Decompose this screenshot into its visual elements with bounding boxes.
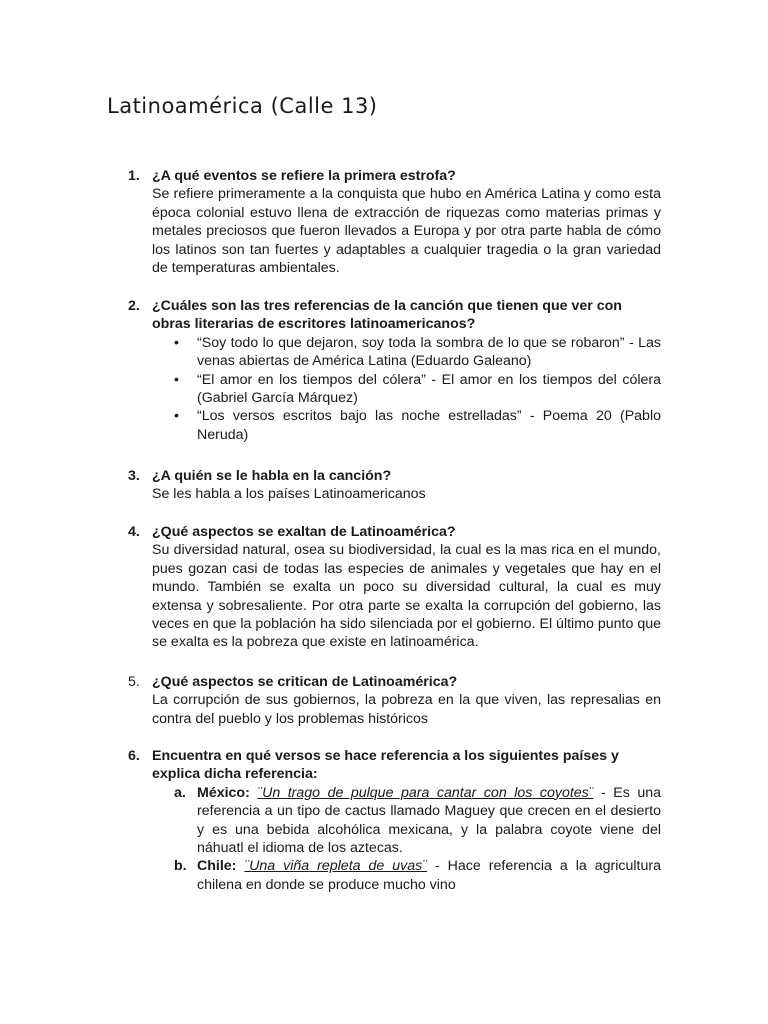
question-text: ¿Qué aspectos se critican de Latinoamérica?	[152, 674, 458, 690]
country-name: Chile:	[197, 858, 237, 875]
answer-text: Se refiere primeramente a la conquista que hubo en América Latina y como esta época colonial estuvo llena de extracción de riquezas como materias primas y metales preciosos que fueron llevados a Europa y por otra parte habla de cómo los latinos son tan fuertes y adaptables a cualquier tragedia o la gran variedad de temperaturas ambientales.	[152, 186, 661, 277]
question-1	[128, 167, 661, 277]
bullet-icon: •	[174, 371, 179, 388]
question-number: 1.	[128, 168, 140, 184]
question-text: ¿A qué eventos se refiere la primera estrofa?	[152, 168, 456, 184]
bullet-icon: •	[174, 334, 179, 351]
answer-text: Se les habla a los países Latinoamericanos	[152, 486, 426, 503]
explanation-text: - Es una referencia a un tipo de cactus llamado Maguey que crecen en el desierto y es una bebida alcohólica mexicana, y la palabra coyote viene del náhuatl el idioma de los aztecas.	[197, 784, 661, 857]
question-text: Encuentra en qué versos se hace referencia a los siguientes países y explica dicha referencia:	[152, 748, 619, 783]
bullet-text: “Soy todo lo que dejaron, soy toda la sombra de lo que se robaron” - Las venas abiertas de América Latina (Eduardo Galeano)	[197, 334, 661, 370]
bullet-text: “Los versos escritos bajo las noche estrelladas” - Poema 20 (Pablo Neruda)	[197, 408, 661, 443]
lyric-quote: ¨Un trago de pulque para cantar con los coyotes¨	[257, 784, 594, 801]
sub-item-label: b.	[174, 858, 187, 875]
question-6	[128, 747, 661, 894]
bullet-text: “El amor en los tiempos del cólera” - El amor en los tiempos del cólera (Gabriel García Márquez)	[197, 371, 661, 407]
bullet-item	[174, 334, 661, 371]
question-5	[128, 673, 661, 728]
question-text: ¿Qué aspectos se exaltan de Latinoamérica?	[152, 524, 456, 540]
answer-text: La corrupción de sus gobiernos, la pobreza en la que viven, las represalias en contra del pueblo y los problemas históricos	[152, 692, 661, 727]
page-title: Latinoamérica (Calle 13)	[107, 94, 378, 118]
question-4	[128, 523, 661, 652]
question-number: 2.	[128, 298, 140, 314]
sub-item-chile	[174, 857, 661, 894]
question-number: 3.	[128, 468, 140, 484]
bullet-item	[174, 371, 661, 408]
question-number: 5.	[128, 674, 140, 690]
country-name: México:	[197, 784, 250, 801]
sub-item-label: a.	[174, 784, 186, 801]
explanation-text: - Hace referencia a la agricultura chilena en donde se produce mucho vino	[197, 858, 661, 893]
bullet-icon: •	[174, 408, 179, 425]
question-3	[128, 467, 661, 504]
question-text: ¿A quién se le habla en la canción?	[152, 468, 392, 484]
lyric-quote: ¨Una viña repleta de uvas¨	[244, 858, 427, 875]
question-2	[128, 297, 661, 444]
question-number: 4.	[128, 524, 140, 540]
question-number: 6.	[128, 748, 140, 764]
answer-text: Su diversidad natural, osea su biodiversidad, la cual es la mas rica en el mundo, pues gozan casi de todas las especies de animales y vegetales que hay en el mundo. También se exalta un poco su diversidad cultural, la cual es muy extensa y sobresaliente. Por otra parte se exalta la corrupción del gobierno, las veces en que la población ha sido silenciada por el gobierno. El último punto que se exalta es la pobreza que existe en latinoamérica.	[152, 542, 661, 651]
question-text: ¿Cuáles son las tres referencias de la canción que tienen que ver con obras literarias de escritores latinoamericanos?	[152, 298, 622, 333]
sub-item-mexico	[174, 784, 661, 858]
bullet-item	[174, 407, 661, 444]
